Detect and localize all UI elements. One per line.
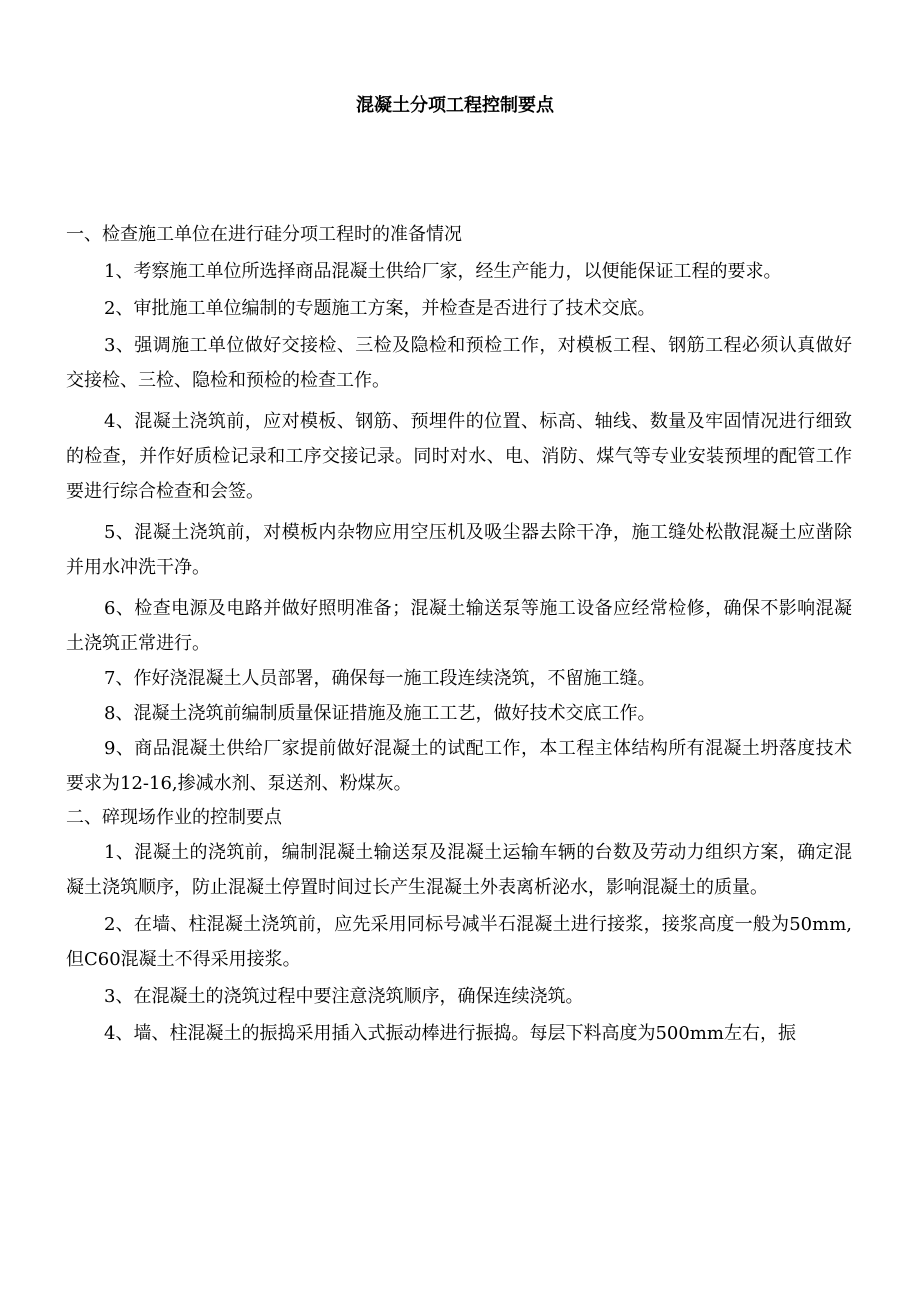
list-item: 2、审批施工单位编制的专题施工方案，并检查是否进行了技术交底。	[104, 298, 656, 319]
list-item: 8、混凝土浇筑前编制质量保证措施及施工工艺，做好技术交底工作。	[104, 703, 656, 724]
list-item: 9、商品混凝土供给厂家提前做好混凝土的试配工作，本工程主体结构所有混凝土坍落度技术要求为12-16,掺减水剂、泵送剂、粉煤灰。	[66, 738, 852, 794]
list-item: 2、在墙、柱混凝土浇筑前，应先采用同标号减半石混凝土进行接浆，接浆高度一般为50mm,但C60混凝土不得采用接浆。	[66, 914, 852, 970]
list-item: 1、考察施工单位所选择商品混凝土供给厂家，经生产能力，以便能保证工程的要求。	[104, 261, 782, 282]
list-item: 3、在混凝土的浇筑过程中要注意浇筑顺序，确保连续浇筑。	[104, 986, 584, 1007]
document-body	[66, 218, 852, 1051]
list-item: 1、混凝土的浇筑前，编制混凝土输送泵及混凝土运输车辆的台数及劳动力组织方案，确定混凝土浇筑顺序，防止混凝土停置时间过长产生混凝土外表离析泌水，影响混凝土的质量。	[66, 842, 852, 898]
section-heading: 二、碎现场作业的控制要点	[66, 807, 282, 828]
list-item: 4、墙、柱混凝土的振捣采用插入式振动棒进行振捣。每层下料高度为500mm左右，振	[104, 1023, 796, 1044]
document-title: 混凝土分项工程控制要点	[356, 95, 554, 116]
list-item: 7、作好浇混凝土人员部署，确保每一施工段连续浇筑，不留施工缝。	[104, 668, 656, 689]
list-item: 5、混凝土浇筑前，对模板内杂物应用空压机及吸尘器去除干净，施工缝处松散混凝土应凿除并用水冲洗干净。	[66, 522, 852, 578]
list-item: 4、混凝土浇筑前，应对模板、钢筋、预埋件的位置、标高、轴线、数量及牢固情况进行细致的检查，并作好质检记录和工序交接记录。同时对水、电、消防、煤气等专业安装预埋的配管工作要进行综合检查和会签。	[66, 411, 852, 502]
section-heading: 一、检查施工单位在进行硅分项工程时的准备情况	[66, 224, 462, 245]
list-item: 6、检查电源及电路并做好照明准备；混凝土输送泵等施工设备应经常检修，确保不影响混凝土浇筑正常进行。	[66, 598, 852, 654]
list-item: 3、强调施工单位做好交接检、三检及隐检和预检工作，对模板工程、钢筋工程必须认真做好交接检、三检、隐检和预检的检查工作。	[66, 335, 852, 391]
